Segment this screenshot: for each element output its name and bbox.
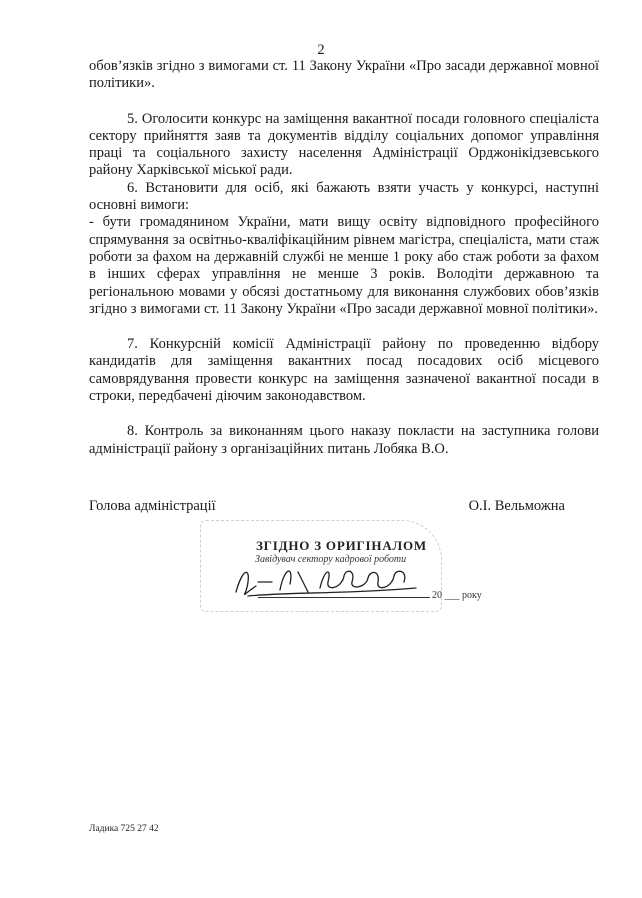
- signature-row: [89, 498, 565, 515]
- paragraph-continuation: обов’язків згідно з вимогами ст. 11 Закону України «Про засади державної мовної політики».: [89, 58, 599, 92]
- paragraph-item-5: 5. Оголосити конкурс на заміщення вакантної посади головного спеціаліста сектору прийняття заяв та документів відділу соціальних допомог управління праці та соціального захисту населення Адміністрації Орджонікідзевського району Харківської міської ради.: [89, 110, 599, 179]
- paragraph-item-8: 8. Контроль за виконанням цього наказу покласти на заступника голови адміністрації району з організаційних питань Лобяка В.О.: [89, 423, 599, 457]
- signatory-position: Голова адміністрації: [89, 498, 216, 514]
- stamp-year: 20 ___ року: [432, 590, 482, 601]
- stamp-date-line: [258, 597, 430, 598]
- paragraph-item-7: 7. Конкурсній комісії Адміністрації району по проведенню відбору кандидатів для заміщення вакантних посад посадових осіб місцевого самоврядування провести конкурс на заміщення зазначеної вакантної посади в строки, передбачені діючим законодавством.: [89, 336, 599, 405]
- stamp-heading: ЗГІДНО З ОРИГІНАЛОМ: [256, 538, 427, 553]
- paragraph-item-6: 6. Встановити для осіб, які бажають взяти участь у конкурсі, наступні основні вимоги:: [89, 179, 599, 214]
- footer-contact: Ладика 725 27 42: [89, 824, 159, 834]
- document-body: [89, 58, 599, 458]
- handwritten-signature-icon: [228, 552, 428, 602]
- page-number: 2: [317, 42, 325, 58]
- signatory-name: О.І. Вельможна: [468, 498, 565, 514]
- stamp-subtitle: Завідувач сектору кадрової роботи: [255, 554, 407, 565]
- paragraph-requirements: - бути громадянином України, мати вищу освіту відповідного професійного спрямування за освітньо-кваліфікаційним рівнем магістра, спеціаліста, мати стаж роботи за фахом на державній службі не менше 1 року або стаж роботи за фахом в інших сферах управління не менше 3 років. Володіти державною та регіональною мовами у обсязі достатньому для виконання службових обов’язків згідно з вимогами ст. 11 Закону України «Про засади державної мовної політики».: [89, 214, 599, 317]
